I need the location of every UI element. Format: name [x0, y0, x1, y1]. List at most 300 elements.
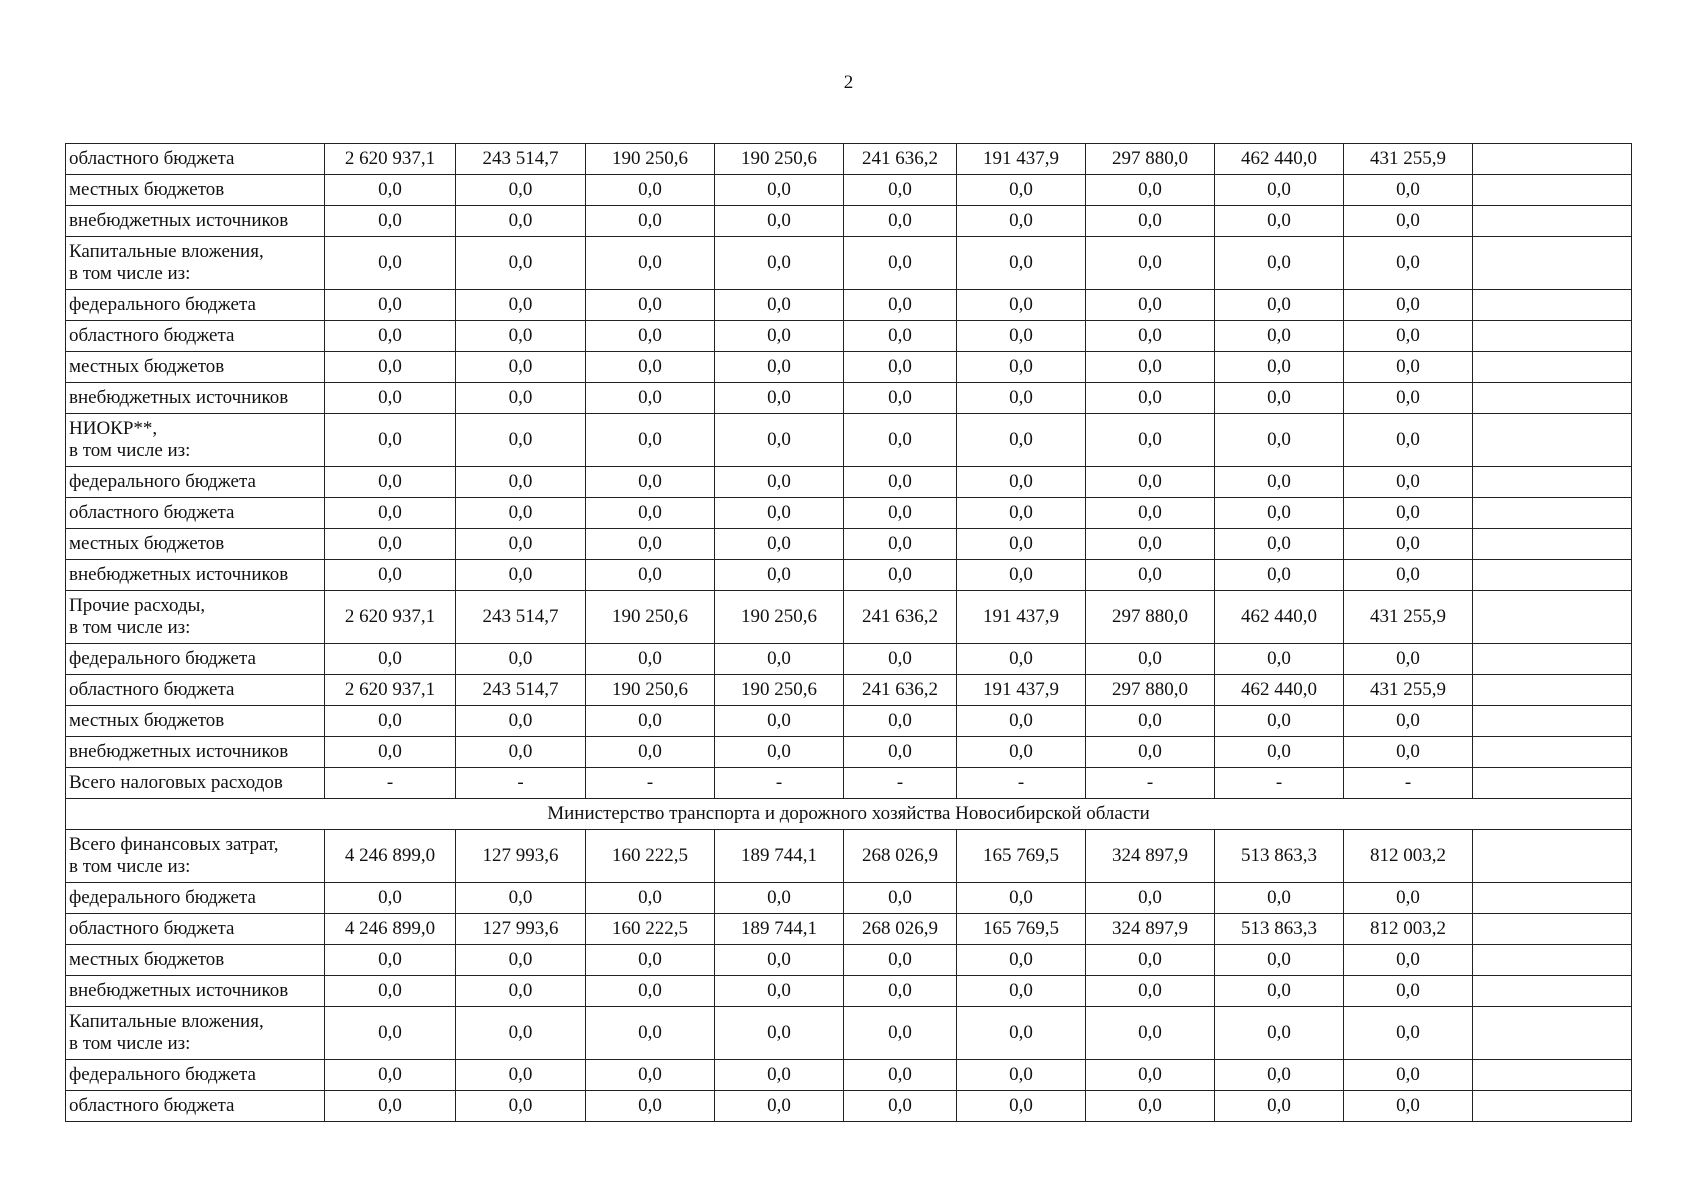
value-cell: 431 255,9 — [1344, 675, 1473, 706]
value-cell: 0,0 — [1215, 206, 1344, 237]
value-cell: 0,0 — [456, 498, 586, 529]
value-cell: 0,0 — [844, 498, 957, 529]
value-cell: 0,0 — [1344, 206, 1473, 237]
value-cell: 0,0 — [957, 175, 1086, 206]
value-cell: 0,0 — [844, 321, 957, 352]
value-cell: 0,0 — [325, 737, 456, 768]
value-cell: 0,0 — [586, 175, 715, 206]
row-label: Всего финансовых затрат, в том числе из: — [66, 830, 325, 883]
value-cell: 0,0 — [844, 414, 957, 467]
value-cell — [1473, 237, 1632, 290]
table-row — [66, 383, 1632, 414]
value-cell: 0,0 — [586, 467, 715, 498]
value-cell: 0,0 — [456, 560, 586, 591]
row-label: федерального бюджета — [66, 1060, 325, 1091]
value-cell — [1473, 498, 1632, 529]
value-cell: - — [715, 768, 844, 799]
value-cell: 0,0 — [1344, 321, 1473, 352]
value-cell: 0,0 — [456, 237, 586, 290]
value-cell: 268 026,9 — [844, 914, 957, 945]
value-cell: 0,0 — [586, 290, 715, 321]
value-cell: 297 880,0 — [1086, 675, 1215, 706]
value-cell: 0,0 — [1215, 644, 1344, 675]
value-cell: 189 744,1 — [715, 830, 844, 883]
value-cell — [1473, 976, 1632, 1007]
value-cell: 0,0 — [586, 237, 715, 290]
value-cell: 0,0 — [957, 467, 1086, 498]
value-cell: 127 993,6 — [456, 830, 586, 883]
value-cell: 0,0 — [715, 945, 844, 976]
value-cell: 0,0 — [1086, 290, 1215, 321]
value-cell: 0,0 — [844, 467, 957, 498]
value-cell: 0,0 — [1344, 175, 1473, 206]
value-cell: 0,0 — [844, 1007, 957, 1060]
value-cell: 0,0 — [1215, 529, 1344, 560]
value-cell: 0,0 — [957, 883, 1086, 914]
value-cell: 0,0 — [715, 560, 844, 591]
value-cell: 0,0 — [1344, 290, 1473, 321]
value-cell: 0,0 — [586, 383, 715, 414]
row-label: областного бюджета — [66, 144, 325, 175]
value-cell: 243 514,7 — [456, 144, 586, 175]
value-cell: 0,0 — [1215, 706, 1344, 737]
value-cell: 0,0 — [586, 945, 715, 976]
value-cell: 0,0 — [844, 1091, 957, 1122]
table-row — [66, 560, 1632, 591]
value-cell: 462 440,0 — [1215, 675, 1344, 706]
value-cell: 0,0 — [456, 737, 586, 768]
value-cell: 0,0 — [325, 883, 456, 914]
value-cell: 0,0 — [1086, 1060, 1215, 1091]
value-cell: 0,0 — [715, 883, 844, 914]
value-cell — [1473, 175, 1632, 206]
value-cell — [1473, 206, 1632, 237]
value-cell: 0,0 — [844, 883, 957, 914]
value-cell: 0,0 — [844, 290, 957, 321]
value-cell: 0,0 — [456, 321, 586, 352]
value-cell: 241 636,2 — [844, 144, 957, 175]
value-cell: 0,0 — [715, 1091, 844, 1122]
value-cell: 4 246 899,0 — [325, 914, 456, 945]
value-cell: 0,0 — [1344, 560, 1473, 591]
value-cell: 0,0 — [1215, 1007, 1344, 1060]
value-cell: 0,0 — [957, 529, 1086, 560]
value-cell: 0,0 — [586, 976, 715, 1007]
value-cell: - — [1086, 768, 1215, 799]
value-cell: 462 440,0 — [1215, 144, 1344, 175]
table-row — [66, 914, 1632, 945]
value-cell: 0,0 — [715, 321, 844, 352]
value-cell: 0,0 — [586, 706, 715, 737]
value-cell: 0,0 — [325, 414, 456, 467]
row-label: местных бюджетов — [66, 352, 325, 383]
row-label: местных бюджетов — [66, 706, 325, 737]
value-cell: 0,0 — [1344, 352, 1473, 383]
row-label: федерального бюджета — [66, 467, 325, 498]
value-cell — [1473, 1007, 1632, 1060]
value-cell: 513 863,3 — [1215, 914, 1344, 945]
value-cell: 0,0 — [844, 976, 957, 1007]
section-heading: Министерство транспорта и дорожного хозяйства Новосибирской области — [66, 799, 1632, 830]
value-cell: 0,0 — [586, 737, 715, 768]
value-cell: 190 250,6 — [586, 144, 715, 175]
table-row — [66, 414, 1632, 467]
value-cell: 190 250,6 — [586, 591, 715, 644]
value-cell — [1473, 830, 1632, 883]
value-cell: 0,0 — [957, 945, 1086, 976]
value-cell: 0,0 — [325, 976, 456, 1007]
value-cell: 812 003,2 — [1344, 830, 1473, 883]
table-row — [66, 467, 1632, 498]
value-cell: 0,0 — [957, 352, 1086, 383]
row-label: НИОКР**, в том числе из: — [66, 414, 325, 467]
row-label: Прочие расходы, в том числе из: — [66, 591, 325, 644]
value-cell: 0,0 — [325, 1060, 456, 1091]
value-cell — [1473, 144, 1632, 175]
table-row — [66, 706, 1632, 737]
value-cell: 0,0 — [1086, 206, 1215, 237]
value-cell: 0,0 — [1344, 644, 1473, 675]
value-cell: 0,0 — [456, 883, 586, 914]
value-cell: 0,0 — [844, 529, 957, 560]
row-label: областного бюджета — [66, 321, 325, 352]
value-cell: 0,0 — [1215, 467, 1344, 498]
value-cell: 324 897,9 — [1086, 830, 1215, 883]
value-cell: 0,0 — [715, 529, 844, 560]
value-cell: 0,0 — [586, 1060, 715, 1091]
value-cell: 0,0 — [715, 976, 844, 1007]
value-cell: 0,0 — [715, 175, 844, 206]
value-cell: 165 769,5 — [957, 914, 1086, 945]
table-row — [66, 1060, 1632, 1091]
value-cell: 0,0 — [957, 237, 1086, 290]
value-cell: 0,0 — [456, 467, 586, 498]
row-label: областного бюджета — [66, 914, 325, 945]
value-cell: 0,0 — [1215, 321, 1344, 352]
table-row — [66, 290, 1632, 321]
value-cell: 0,0 — [586, 560, 715, 591]
value-cell: 0,0 — [715, 706, 844, 737]
value-cell: 0,0 — [325, 383, 456, 414]
value-cell: 191 437,9 — [957, 675, 1086, 706]
table-row — [66, 591, 1632, 644]
value-cell: 0,0 — [456, 976, 586, 1007]
value-cell: 0,0 — [1215, 352, 1344, 383]
value-cell: - — [844, 768, 957, 799]
value-cell: 0,0 — [957, 560, 1086, 591]
value-cell: 0,0 — [1086, 498, 1215, 529]
row-label: областного бюджета — [66, 675, 325, 706]
value-cell: 190 250,6 — [715, 144, 844, 175]
value-cell: 0,0 — [1344, 414, 1473, 467]
value-cell: 0,0 — [1086, 976, 1215, 1007]
value-cell: 431 255,9 — [1344, 144, 1473, 175]
value-cell — [1473, 706, 1632, 737]
table-body — [66, 144, 1632, 1122]
row-label: областного бюджета — [66, 498, 325, 529]
value-cell: 0,0 — [325, 706, 456, 737]
value-cell: 0,0 — [715, 644, 844, 675]
value-cell: 0,0 — [1086, 560, 1215, 591]
value-cell: 0,0 — [1344, 1091, 1473, 1122]
table-row — [66, 675, 1632, 706]
value-cell — [1473, 914, 1632, 945]
value-cell: 0,0 — [957, 706, 1086, 737]
value-cell: 241 636,2 — [844, 675, 957, 706]
budget-table — [65, 143, 1632, 1122]
value-cell: 165 769,5 — [957, 830, 1086, 883]
row-label: внебюджетных источников — [66, 737, 325, 768]
value-cell: 0,0 — [456, 1060, 586, 1091]
row-label: местных бюджетов — [66, 945, 325, 976]
row-label: местных бюджетов — [66, 529, 325, 560]
page-number: 2 — [843, 72, 854, 93]
value-cell: 0,0 — [586, 321, 715, 352]
value-cell: 0,0 — [325, 498, 456, 529]
value-cell: 324 897,9 — [1086, 914, 1215, 945]
table-row — [66, 737, 1632, 768]
value-cell: 0,0 — [1215, 883, 1344, 914]
value-cell: 0,0 — [456, 644, 586, 675]
value-cell: 0,0 — [715, 237, 844, 290]
value-cell: - — [1344, 768, 1473, 799]
value-cell: 0,0 — [844, 644, 957, 675]
value-cell: 0,0 — [1086, 529, 1215, 560]
value-cell: 0,0 — [957, 1091, 1086, 1122]
value-cell: 0,0 — [586, 352, 715, 383]
value-cell: 160 222,5 — [586, 830, 715, 883]
value-cell: 191 437,9 — [957, 591, 1086, 644]
value-cell — [1473, 768, 1632, 799]
value-cell — [1473, 290, 1632, 321]
value-cell — [1473, 560, 1632, 591]
value-cell: 0,0 — [1215, 290, 1344, 321]
table-row — [66, 830, 1632, 883]
value-cell: 0,0 — [1215, 945, 1344, 976]
value-cell: 297 880,0 — [1086, 144, 1215, 175]
table-row — [66, 321, 1632, 352]
value-cell — [1473, 737, 1632, 768]
row-label: Капитальные вложения, в том числе из: — [66, 1007, 325, 1060]
value-cell: 2 620 937,1 — [325, 591, 456, 644]
value-cell — [1473, 945, 1632, 976]
value-cell: 0,0 — [957, 1007, 1086, 1060]
value-cell: 0,0 — [1215, 175, 1344, 206]
value-cell: 0,0 — [715, 498, 844, 529]
value-cell: 0,0 — [1215, 383, 1344, 414]
row-label: федерального бюджета — [66, 290, 325, 321]
value-cell: 0,0 — [957, 737, 1086, 768]
value-cell: 0,0 — [456, 945, 586, 976]
value-cell: 190 250,6 — [715, 675, 844, 706]
row-label: внебюджетных источников — [66, 976, 325, 1007]
value-cell: 0,0 — [325, 290, 456, 321]
value-cell: 0,0 — [325, 560, 456, 591]
value-cell — [1473, 414, 1632, 467]
value-cell: 0,0 — [844, 237, 957, 290]
value-cell: 0,0 — [1086, 175, 1215, 206]
value-cell: - — [1215, 768, 1344, 799]
value-cell: 0,0 — [1215, 560, 1344, 591]
value-cell: 127 993,6 — [456, 914, 586, 945]
value-cell: 0,0 — [1344, 383, 1473, 414]
value-cell: 0,0 — [715, 1007, 844, 1060]
value-cell: 0,0 — [844, 383, 957, 414]
value-cell: 0,0 — [586, 414, 715, 467]
value-cell: 0,0 — [1344, 883, 1473, 914]
value-cell: 0,0 — [1344, 976, 1473, 1007]
value-cell: 0,0 — [715, 737, 844, 768]
value-cell: 0,0 — [1215, 1091, 1344, 1122]
table-row — [66, 945, 1632, 976]
value-cell: 0,0 — [586, 1007, 715, 1060]
value-cell: 0,0 — [715, 467, 844, 498]
row-label: местных бюджетов — [66, 175, 325, 206]
value-cell: 0,0 — [586, 498, 715, 529]
value-cell — [1473, 321, 1632, 352]
value-cell: 0,0 — [1086, 237, 1215, 290]
row-label: внебюджетных источников — [66, 206, 325, 237]
row-label: внебюджетных источников — [66, 560, 325, 591]
value-cell: 0,0 — [957, 498, 1086, 529]
value-cell: 268 026,9 — [844, 830, 957, 883]
value-cell: 0,0 — [325, 175, 456, 206]
value-cell: 0,0 — [325, 321, 456, 352]
value-cell: 0,0 — [1344, 529, 1473, 560]
value-cell: 0,0 — [1344, 1007, 1473, 1060]
table-row — [66, 644, 1632, 675]
value-cell: 0,0 — [1086, 352, 1215, 383]
value-cell: 0,0 — [1344, 737, 1473, 768]
value-cell — [1473, 467, 1632, 498]
value-cell: 0,0 — [957, 321, 1086, 352]
value-cell: 0,0 — [715, 1060, 844, 1091]
value-cell: 0,0 — [1344, 706, 1473, 737]
row-label: федерального бюджета — [66, 883, 325, 914]
table-row — [66, 1091, 1632, 1122]
value-cell: 0,0 — [1086, 883, 1215, 914]
table-row — [66, 976, 1632, 1007]
value-cell: 4 246 899,0 — [325, 830, 456, 883]
value-cell: 297 880,0 — [1086, 591, 1215, 644]
value-cell: 0,0 — [586, 529, 715, 560]
value-cell: 0,0 — [586, 1091, 715, 1122]
value-cell: 0,0 — [456, 1091, 586, 1122]
value-cell: 0,0 — [957, 414, 1086, 467]
table-row — [66, 883, 1632, 914]
value-cell: 0,0 — [1215, 976, 1344, 1007]
value-cell: 0,0 — [1215, 414, 1344, 467]
value-cell: 0,0 — [957, 644, 1086, 675]
value-cell — [1473, 644, 1632, 675]
value-cell: 243 514,7 — [456, 675, 586, 706]
value-cell: 0,0 — [1086, 737, 1215, 768]
value-cell: 0,0 — [1086, 414, 1215, 467]
row-label: федерального бюджета — [66, 644, 325, 675]
value-cell — [1473, 383, 1632, 414]
value-cell — [1473, 675, 1632, 706]
value-cell: 160 222,5 — [586, 914, 715, 945]
value-cell: 0,0 — [325, 206, 456, 237]
section-row — [66, 799, 1632, 830]
table-row — [66, 352, 1632, 383]
value-cell: 0,0 — [715, 290, 844, 321]
value-cell: 0,0 — [456, 414, 586, 467]
value-cell: 0,0 — [1215, 737, 1344, 768]
value-cell: 191 437,9 — [957, 144, 1086, 175]
value-cell: 0,0 — [456, 290, 586, 321]
value-cell: 0,0 — [325, 644, 456, 675]
value-cell: 0,0 — [1215, 498, 1344, 529]
value-cell: 0,0 — [715, 206, 844, 237]
value-cell: 0,0 — [957, 1060, 1086, 1091]
value-cell: 0,0 — [325, 529, 456, 560]
value-cell: 0,0 — [325, 352, 456, 383]
value-cell: 0,0 — [586, 883, 715, 914]
value-cell: 0,0 — [957, 383, 1086, 414]
value-cell: 0,0 — [1086, 467, 1215, 498]
table-row — [66, 498, 1632, 529]
value-cell: 0,0 — [844, 737, 957, 768]
value-cell: 0,0 — [1086, 1007, 1215, 1060]
value-cell: 0,0 — [844, 352, 957, 383]
row-label: внебюджетных источников — [66, 383, 325, 414]
value-cell — [1473, 529, 1632, 560]
value-cell: 0,0 — [844, 175, 957, 206]
value-cell — [1473, 1091, 1632, 1122]
value-cell: - — [957, 768, 1086, 799]
value-cell: 0,0 — [1344, 1060, 1473, 1091]
value-cell: 0,0 — [456, 529, 586, 560]
value-cell: 0,0 — [1215, 237, 1344, 290]
value-cell: 0,0 — [586, 206, 715, 237]
value-cell: 0,0 — [957, 290, 1086, 321]
table-row — [66, 175, 1632, 206]
value-cell: 243 514,7 — [456, 591, 586, 644]
value-cell: 462 440,0 — [1215, 591, 1344, 644]
value-cell: 0,0 — [715, 352, 844, 383]
value-cell: 0,0 — [844, 706, 957, 737]
value-cell: 241 636,2 — [844, 591, 957, 644]
value-cell: 0,0 — [1215, 1060, 1344, 1091]
value-cell: 189 744,1 — [715, 914, 844, 945]
value-cell: 0,0 — [1086, 706, 1215, 737]
value-cell: 0,0 — [1086, 1091, 1215, 1122]
table-row — [66, 768, 1632, 799]
value-cell — [1473, 1060, 1632, 1091]
value-cell: - — [586, 768, 715, 799]
value-cell: 0,0 — [715, 383, 844, 414]
value-cell: 812 003,2 — [1344, 914, 1473, 945]
value-cell: - — [325, 768, 456, 799]
value-cell: 0,0 — [586, 644, 715, 675]
value-cell: 0,0 — [456, 383, 586, 414]
value-cell: 0,0 — [844, 1060, 957, 1091]
row-label: Всего налоговых расходов — [66, 768, 325, 799]
value-cell: 0,0 — [1086, 321, 1215, 352]
value-cell: 0,0 — [1344, 237, 1473, 290]
value-cell: 0,0 — [957, 206, 1086, 237]
value-cell: - — [456, 768, 586, 799]
value-cell: 0,0 — [844, 206, 957, 237]
value-cell: 0,0 — [1086, 383, 1215, 414]
value-cell: 0,0 — [456, 706, 586, 737]
table-row — [66, 529, 1632, 560]
value-cell — [1473, 883, 1632, 914]
row-label: Капитальные вложения, в том числе из: — [66, 237, 325, 290]
value-cell: 0,0 — [1344, 945, 1473, 976]
value-cell: 0,0 — [456, 206, 586, 237]
